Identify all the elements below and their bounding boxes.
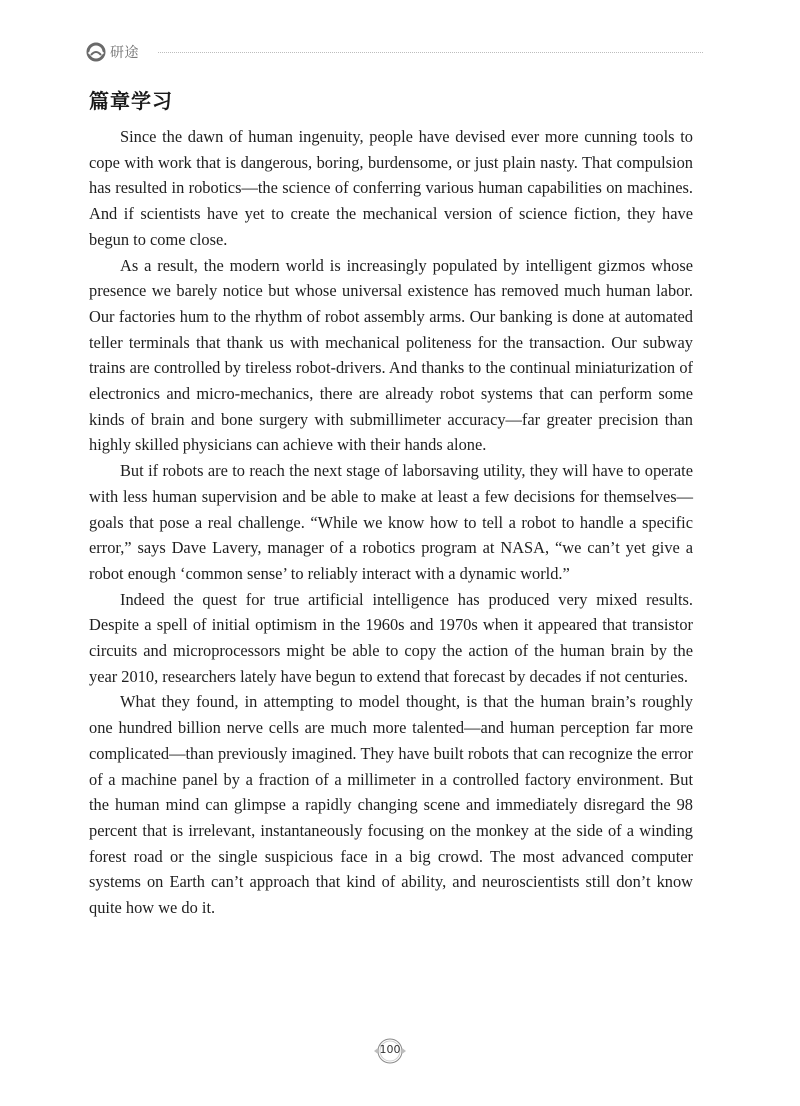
paragraph: Since the dawn of human ingenuity, people have devised ever more cunning tools to cope with work that is dangerous, boring, burdensome, or just plain nasty. That compulsion has resulted in robotics—the science of conferring various human capabilities on machines. And if scientists have yet to create the mechanical version of science fiction, they have begun to come close. xyxy=(89,127,693,249)
paragraph: Indeed the quest for true artificial intelligence has produced very mixed results. Despite a spell of initial optimism in the 1960s and 1970s when it appeared that transistor circuits and microprocessors might be able to copy the action of the human brain by the year 2010, researchers lately have begun to extend that forecast by decades if not centuries. xyxy=(89,589,693,686)
paragraph: As a result, the modern world is increasingly populated by intelligent gizmos whose presence we barely notice but whose universal existence has removed much human labor. Our factories hum to the rhythm of robot assembly arms. Our banking is done at automated teller terminals that thank us with mechanical politeness for the transaction. Our subway trains are controlled by tireless robot-drivers. And thanks to the continual miniaturization of electronics and micro-mechanics, there are already robot systems that can perform some kinds of brain and bone surgery with submillimeter accuracy—far greater precision than highly skilled physicians can achieve with their hands alone. xyxy=(89,255,693,455)
article-body xyxy=(89,124,693,921)
page-number: 100 xyxy=(379,1043,401,1056)
paragraph: But if robots are to reach the next stage of laborsaving utility, they will have to operate with less human supervision and be able to make at least a few decisions for themselves—goals that pose a real challenge. “While we know how to tell a robot to handle a specific error,” says Dave Lavery, manager of a robotics program at NASA, “we can’t yet give a robot enough ‘common sense’ to reliably interact with a dynamic world.” xyxy=(89,461,693,583)
section-title: 篇章学习 xyxy=(89,89,173,113)
page-header xyxy=(86,40,703,64)
brand-logo xyxy=(86,40,139,64)
header-divider xyxy=(158,52,703,53)
logo-text: 研途 xyxy=(110,45,139,61)
page-number-badge xyxy=(373,1037,407,1065)
paragraph: What they found, in attempting to model thought, is that the human brain’s roughly one hundred billion nerve cells are much more talented—and human perception far more complicated—than previously imagined. They have built robots that can recognize the error of a machine panel by a fraction of a millimeter in a controlled factory environment. But the human mind can glimpse a rapidly changing scene and immediately disregard the 98 percent that is irrelevant, instantaneously focusing on the monkey at the side of a winding forest road or the single suspicious face in a big crowd. The most advanced computer systems on Earth can’t approach that kind of ability, and neuroscientists still don’t know quite how we do it. xyxy=(89,692,693,918)
swirl-logo-icon xyxy=(86,42,106,62)
